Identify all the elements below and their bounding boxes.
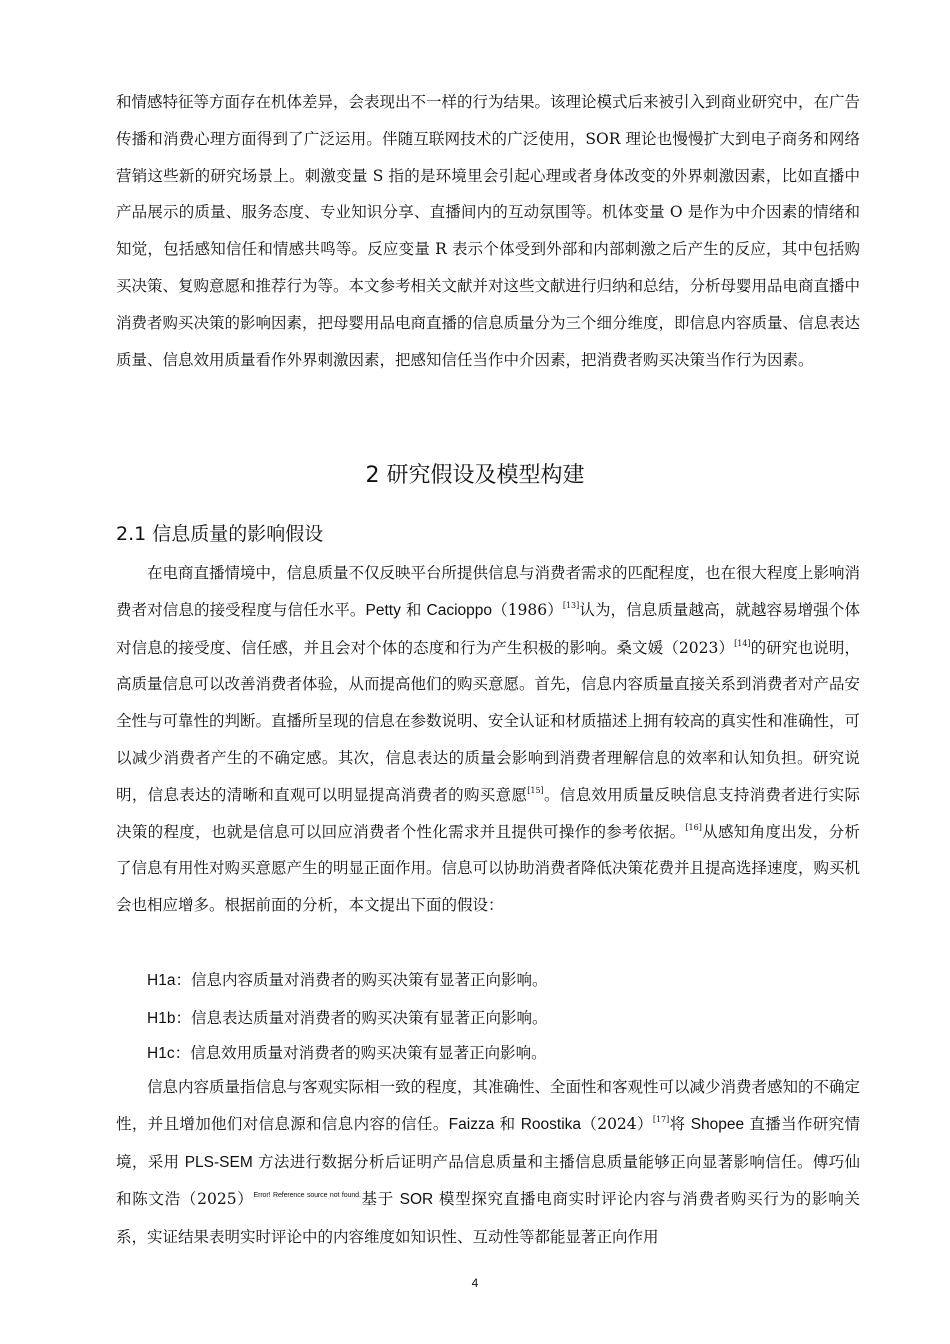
hypothesis-label: H1a xyxy=(147,972,176,989)
paragraph-text: 模型探究直播电商实时评论内容与消费者购买行为的影响关系，实证结果表明实时评论中的内容维度如知识性、互动性等都能显著正向作用 xyxy=(116,1190,860,1247)
author-name: Roostika xyxy=(520,1115,582,1133)
hypothesis-h1b xyxy=(147,1008,547,1029)
citation-ref: [13] xyxy=(562,600,580,610)
hypothesis-text: ：信息效用质量对消费者的购买决策有显著正向影响。 xyxy=(174,1044,547,1062)
citation-ref: [16] xyxy=(685,822,702,832)
hypothesis-text: ：信息表达质量对消费者的购买决策有显著正向影响。 xyxy=(175,1009,548,1027)
author-name: Faizza xyxy=(448,1115,495,1133)
paragraph-text: 。信息效用质量反映信息支持消费者进行实际决策的程度，也就是信息可以回应消费者个性化需求并且提供可操作的参考依据。 xyxy=(116,785,860,841)
hypothesis-label: H1c xyxy=(147,1045,175,1062)
paragraph-text: 信息内容质量指信息与客观实际相一致的程度，其准确性、全面性和客观性可以减少消费者感知的不确定性，并且增加他们对信息源和信息内容的信任。 xyxy=(116,1078,861,1133)
citation-ref: [17] xyxy=(652,1114,670,1124)
hypothesis-h1c xyxy=(147,1043,547,1064)
citation-year: （1986） xyxy=(492,600,563,619)
body-paragraph-3 xyxy=(116,1069,860,1256)
citation-year: （2024） xyxy=(581,1114,653,1133)
hypothesis-h1a xyxy=(147,970,547,991)
hypothesis-label: H1b xyxy=(147,1010,176,1027)
page-number: 4 xyxy=(471,1276,479,1290)
section-heading: 2 研究假设及模型构建 xyxy=(365,463,585,488)
paragraph-text: 方法进行数据分析后证明产品信息质量和主播信息质量能够正向显著影响信任。傅巧仙和陈文浩（2025） xyxy=(116,1152,860,1209)
paragraph-text: 直播当作研究情境，采用 xyxy=(116,1114,860,1171)
paragraph-text: 将 xyxy=(669,1114,691,1133)
citation-ref: [15] xyxy=(527,785,544,795)
paragraph-text: 的研究也说明，高质量信息可以改善消费者体验，从而提高他们的购买意愿。首先，信息内容质量直接关系到消费者对产品安全性与可靠性的判断。直播所呈现的信息在参数说明、安全认证和材质描述上拥有较高的真实性和准确性，可以减少消费者产生的不确定感。其次，信息表达的质量会影响到消费者理解信息的效率和认知负担。研究说明，信息表达的清晰和直观可以明显提高消费者的购买意愿 xyxy=(116,638,861,804)
author-name: Petty xyxy=(365,601,401,619)
reference-error: Error! Reference source not found. xyxy=(253,1192,361,1200)
paragraph-text: 在电商直播情境中，信息质量不仅反映平台所提供信息与消费者需求的匹配程度，也在很大程度上影响消费者对信息的接受程度与信任水平。 xyxy=(116,564,861,619)
paragraph-text: 和 xyxy=(494,1114,521,1133)
author-name: Cacioppo xyxy=(426,601,492,619)
hypothesis-text: ：信息内容质量对消费者的购买决策有显著正向影响。 xyxy=(175,971,548,989)
platform-name: Shopee xyxy=(690,1115,745,1133)
body-paragraph-1: 和情感特征等方面存在机体差异，会表现出不一样的行为结果。该理论模式后来被引入到商业研究中，在广告传播和消费心理方面得到了广泛运用。伴随互联网技术的广泛使用，SOR 理论也慢慢扩大到电子商务和网络营销这些新的研究场景上。刺激变量 S 指的是环境里会引起心理或者身体改变的外界刺激因素，比如直播中产品展示的质量、服务态度、专业知识分享、直播间内的互动氛围等。机体变量 O 是作为中介因素的情绪和知觉，包括感知信任和情感共鸣等。反应变量 R 表示个体受到外部和内部刺激之后产生的反应，其中包括购买决策、复购意愿和推荐行为等。本文参考相关文献并对这些文献进行归纳和总结，分析母婴用品电商直播中消费者购买决策的影响因素，把母婴用品电商直播的信息质量分为三个细分维度，即信息内容质量、信息表达质量、信息效用质量看作外界刺激因素，把感知信任当作中介因素，把消费者购买决策当作行为因素。 xyxy=(116,93,861,369)
paragraph-text: 基于 xyxy=(360,1190,400,1209)
model-name: SOR xyxy=(399,1191,434,1209)
method-name: PLS-SEM xyxy=(184,1153,253,1171)
body-paragraph-2 xyxy=(116,555,860,924)
paragraph-text: 认为，信息质量越高，就越容易增强个体对信息的接受度、信任感，并且会对个体的态度和行为产生积极的影响。桑文媛（2023） xyxy=(116,600,860,657)
paragraph-text: 和 xyxy=(400,600,427,619)
subsection-heading: 2.1 信息质量的影响假设 xyxy=(116,523,324,545)
paragraph-text: 从感知角度出发，分析了信息有用性对购买意愿产生的明显正面作用。信息可以协助消费者降低决策花费并且提高选择速度，购买机会也相应增多。根据前面的分析，本文提出下面的假设： xyxy=(116,822,861,915)
citation-ref: [14] xyxy=(734,638,751,648)
